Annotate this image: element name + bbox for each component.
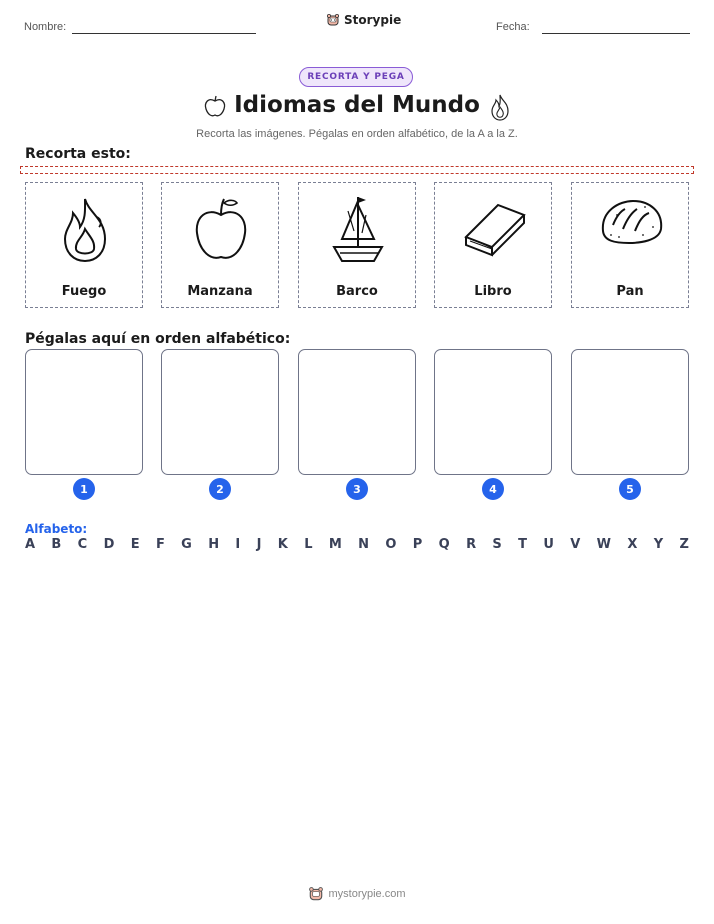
slot-number-badge: 1	[73, 478, 95, 500]
card-label: Libro	[474, 284, 512, 299]
cutout-card-fuego[interactable]	[25, 182, 143, 308]
paste-slot-5[interactable]	[571, 349, 689, 475]
alphabet-letter: I	[235, 537, 241, 552]
apple-icon	[189, 191, 253, 271]
footer	[0, 886, 714, 902]
instructions: Recorta las imágenes. Pégalas en orden alfabético, de la A a la Z.	[196, 128, 518, 140]
alphabet-letter: C	[77, 537, 88, 552]
cut-line	[20, 166, 694, 174]
slot-number-badge: 3	[346, 478, 368, 500]
alphabet-letter: D	[103, 537, 115, 552]
alphabet-letter: B	[51, 537, 62, 552]
bread-icon	[599, 191, 663, 271]
fire-icon	[488, 93, 512, 121]
cutout-card-libro[interactable]	[434, 182, 552, 308]
alphabet-letter: W	[596, 537, 612, 552]
paste-slot-2[interactable]	[161, 349, 279, 475]
alphabet-letter: Y	[653, 537, 664, 552]
alphabet-letter: R	[466, 537, 477, 552]
alphabet-letter: K	[277, 537, 288, 552]
apple-icon	[202, 93, 228, 119]
slot-number-badge: 5	[619, 478, 641, 500]
alphabet-letter: Q	[438, 537, 450, 552]
alphabet-letter: S	[492, 537, 502, 552]
activity-tag: RECORTA Y PEGA	[299, 67, 413, 87]
paste-slot-3[interactable]	[298, 349, 416, 475]
paste-slot-1[interactable]	[25, 349, 143, 475]
page-title-text: Idiomas del Mundo	[234, 92, 480, 118]
paste-slot-4[interactable]	[434, 349, 552, 475]
storypie-mascot-icon	[308, 886, 324, 902]
slot-number-badge: 2	[209, 478, 231, 500]
alphabet-letter: O	[385, 537, 397, 552]
alphabet-letter: P	[412, 537, 423, 552]
book-icon	[462, 191, 526, 271]
alphabet-letter: N	[358, 537, 370, 552]
page-title	[0, 92, 714, 118]
alphabet-letter: L	[304, 537, 313, 552]
date-line[interactable]	[542, 33, 690, 34]
alphabet-letter: U	[543, 537, 554, 552]
alphabet-row	[25, 537, 689, 552]
card-label: Manzana	[187, 284, 253, 299]
date-label: Fecha:	[496, 21, 530, 33]
alphabet-letter: J	[256, 537, 262, 552]
alphabet-letter: H	[208, 537, 220, 552]
sailboat-icon	[326, 191, 390, 271]
name-label: Nombre:	[24, 21, 67, 33]
alphabet-letter: Z	[679, 537, 689, 552]
alphabet-letter: T	[518, 537, 528, 552]
slot-number-badge: 4	[482, 478, 504, 500]
alphabet-heading: Alfabeto:	[25, 522, 88, 536]
paste-heading: Pégalas aquí en orden alfabético:	[25, 331, 291, 347]
card-label: Barco	[336, 284, 378, 299]
cutout-card-pan[interactable]	[571, 182, 689, 308]
alphabet-letter: F	[155, 537, 165, 552]
alphabet-letter: M	[328, 537, 342, 552]
cutout-card-barco[interactable]	[298, 182, 416, 308]
card-label: Pan	[616, 284, 644, 299]
alphabet-letter: A	[25, 537, 36, 552]
fire-icon	[53, 191, 117, 271]
name-line[interactable]	[72, 33, 256, 34]
cut-heading: Recorta esto:	[25, 146, 131, 162]
footer-url[interactable]: mystorypie.com	[328, 888, 406, 900]
alphabet-letter: X	[627, 537, 638, 552]
brand-name: Storypie	[344, 13, 402, 27]
alphabet-letter: G	[181, 537, 192, 552]
alphabet-letter: V	[570, 537, 581, 552]
alphabet-letter: E	[130, 537, 140, 552]
card-label: Fuego	[61, 284, 107, 299]
brand-logo	[326, 13, 401, 27]
storypie-mascot-icon	[326, 13, 340, 27]
cutout-card-manzana[interactable]	[161, 182, 279, 308]
